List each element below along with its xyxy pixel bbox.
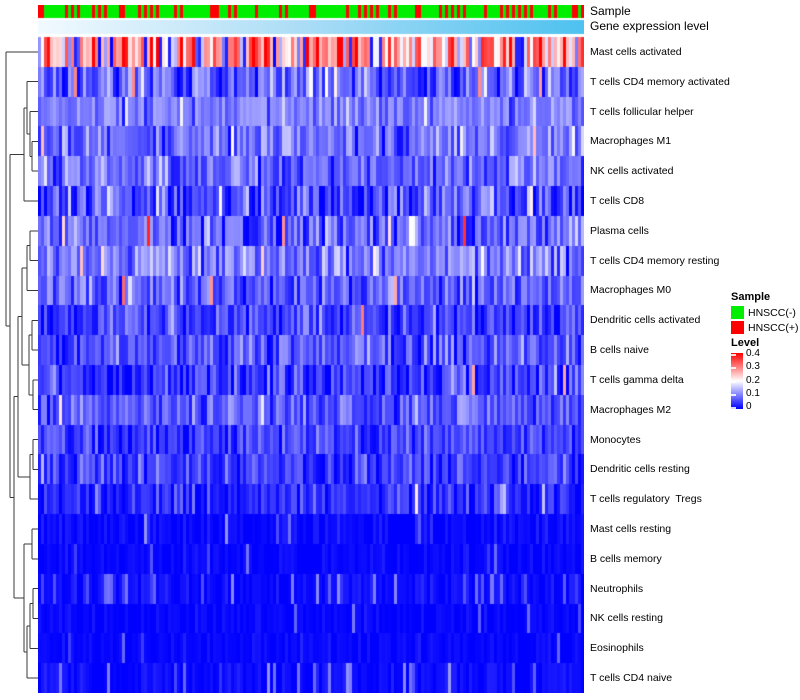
row-label: T cells CD8 xyxy=(590,195,645,207)
row-label: Neutrophils xyxy=(590,582,644,595)
row-label: Eosinophils xyxy=(590,642,644,655)
colorbar-tick-mark xyxy=(731,394,736,396)
row-label: Macrophages M2 xyxy=(590,403,672,416)
level-tick-0: 0 xyxy=(746,401,752,412)
row-label: NK cells resting xyxy=(590,612,663,625)
row-label: T cells follicular helper xyxy=(590,105,694,118)
row-label: Dendritic cells activated xyxy=(590,314,701,327)
row-dendrogram xyxy=(0,0,40,700)
hnscc-negative-swatch xyxy=(731,306,744,319)
hnscc-positive-swatch xyxy=(731,321,744,334)
legend-level-title: Level xyxy=(731,337,760,349)
heatmap-canvas xyxy=(38,5,584,693)
row-label: T cells CD4 memory activated xyxy=(590,75,730,88)
colorbar-tick-mark xyxy=(731,354,736,356)
annotation-label-sample: Sample xyxy=(590,4,631,18)
hnscc-negative-label: HNSCC(-) xyxy=(748,307,796,319)
row-label: Mast cells activated xyxy=(590,45,682,58)
level-colorbar xyxy=(731,353,743,409)
legend-sample-title: Sample xyxy=(731,291,771,303)
annotation-label-gene-expression: Gene expression level xyxy=(590,19,709,33)
row-label: T cells regulatory Tregs xyxy=(590,493,702,506)
row-label: B cells naive xyxy=(590,344,649,357)
level-tick-0.2: 0.2 xyxy=(746,375,760,386)
row-label: Monocytes xyxy=(590,433,641,446)
level-tick-0.4: 0.4 xyxy=(746,348,760,359)
row-label: Mast cells resting xyxy=(590,523,672,535)
colorbar-tick-mark xyxy=(731,367,736,369)
colorbar-tick-mark xyxy=(731,381,736,383)
row-label: Macrophages M1 xyxy=(590,135,672,148)
hnscc-positive-label: HNSCC(+) xyxy=(748,322,799,334)
row-label: T cells CD4 naive xyxy=(590,672,673,685)
row-label: T cells CD4 memory resting xyxy=(590,254,720,267)
row-label: Dendritic cells resting xyxy=(590,463,690,476)
row-label: NK cells activated xyxy=(590,165,674,178)
colorbar-tick-mark xyxy=(731,407,736,409)
level-tick-0.1: 0.1 xyxy=(746,388,760,399)
row-label: Plasma cells xyxy=(590,224,649,237)
row-label: T cells gamma delta xyxy=(590,373,684,386)
row-label: Macrophages M0 xyxy=(590,284,672,297)
level-tick-0.3: 0.3 xyxy=(746,361,760,372)
row-label: B cells memory xyxy=(590,552,662,565)
